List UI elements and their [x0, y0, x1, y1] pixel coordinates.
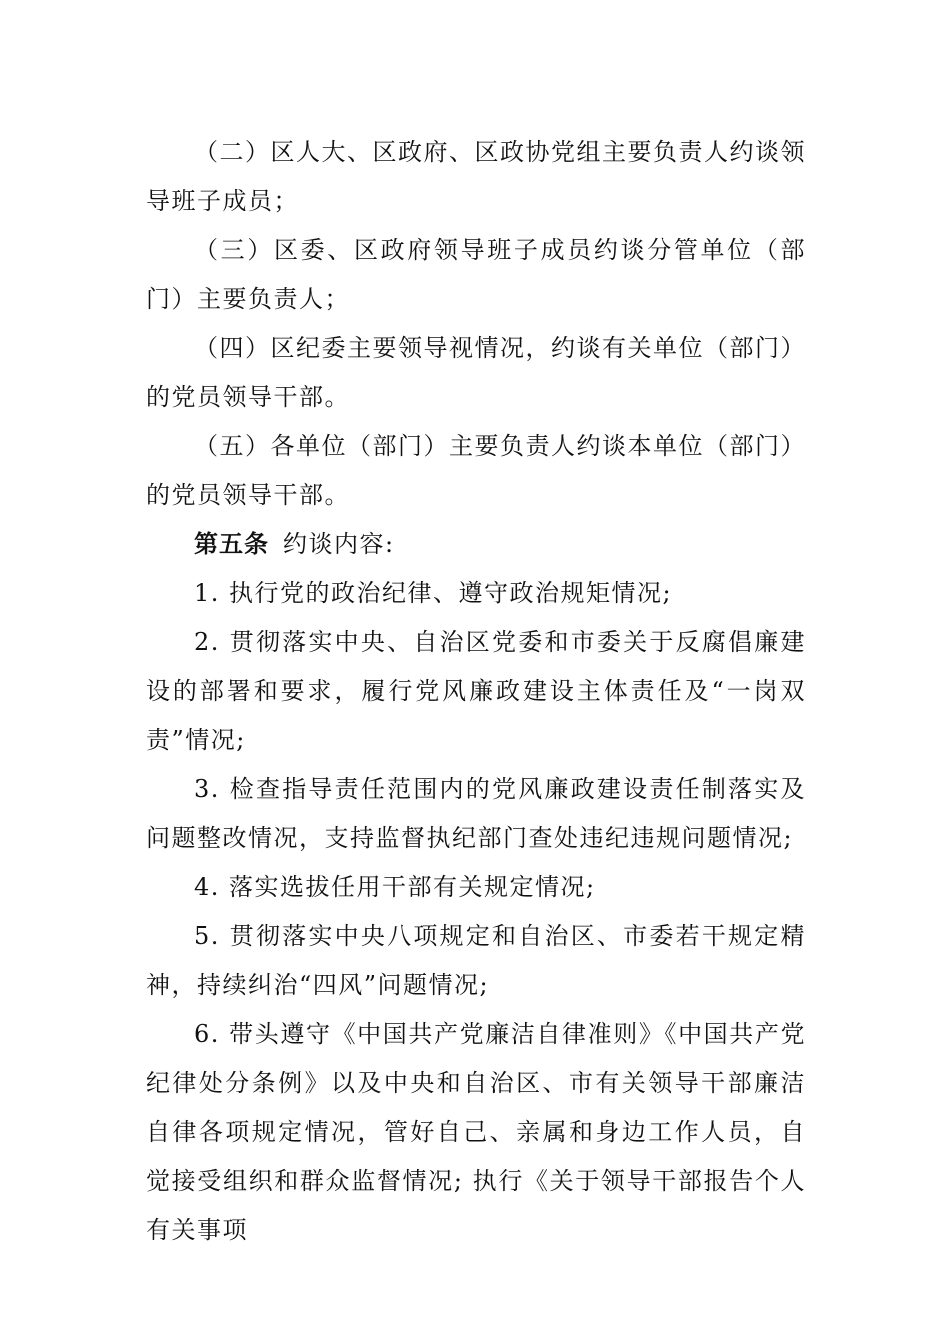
- list-item-3: 3. 检查指导责任范围内的党风廉政建设责任制落实及问题整改情况，支持监督执纪部门查处违纪违规问题情况;: [146, 775, 806, 852]
- article-subtitle: 约谈内容:: [283, 530, 395, 558]
- paragraph-2: （二）区人大、区政府、区政协党组主要负责人约谈领导班子成员；: [146, 138, 806, 215]
- list-item-2: 2. 贯彻落实中央、自治区党委和市委关于反腐倡廉建设的部署和要求，履行党风廉政建设主体责任及“一岗双责”情况;: [146, 628, 806, 754]
- paragraph-4: （四）区纪委主要领导视情况，约谈有关单位（部门）的党员领导干部。: [146, 334, 806, 411]
- article-five-heading: [146, 520, 806, 569]
- list-item-4: 4. 落实选拔任用干部有关规定情况;: [194, 873, 596, 901]
- paragraph-5: （五）各单位（部门）主要负责人约谈本单位（部门）的党员领导干部。: [146, 432, 806, 509]
- article-title: 第五条: [194, 530, 269, 558]
- paragraph-3: （三）区委、区政府领导班子成员约谈分管单位（部门）主要负责人；: [146, 236, 806, 313]
- list-item-5: 5. 贯彻落实中央八项规定和自治区、市委若干规定精神，持续纠治“四风”问题情况;: [146, 922, 806, 999]
- document-body: [146, 128, 806, 1255]
- list-item-6: 6. 带头遵守《中国共产党廉洁自律准则》《中国共产党纪律处分条例》以及中央和自治区、市有关领导干部廉洁自律各项规定情况，管好自己、亲属和身边工作人员，自觉接受组织和群众监督情况; 执行《关于领导干部报告个人有关事项: [146, 1020, 806, 1244]
- list-item-1: 1. 执行党的政治纪律、遵守政治规矩情况;: [194, 579, 673, 607]
